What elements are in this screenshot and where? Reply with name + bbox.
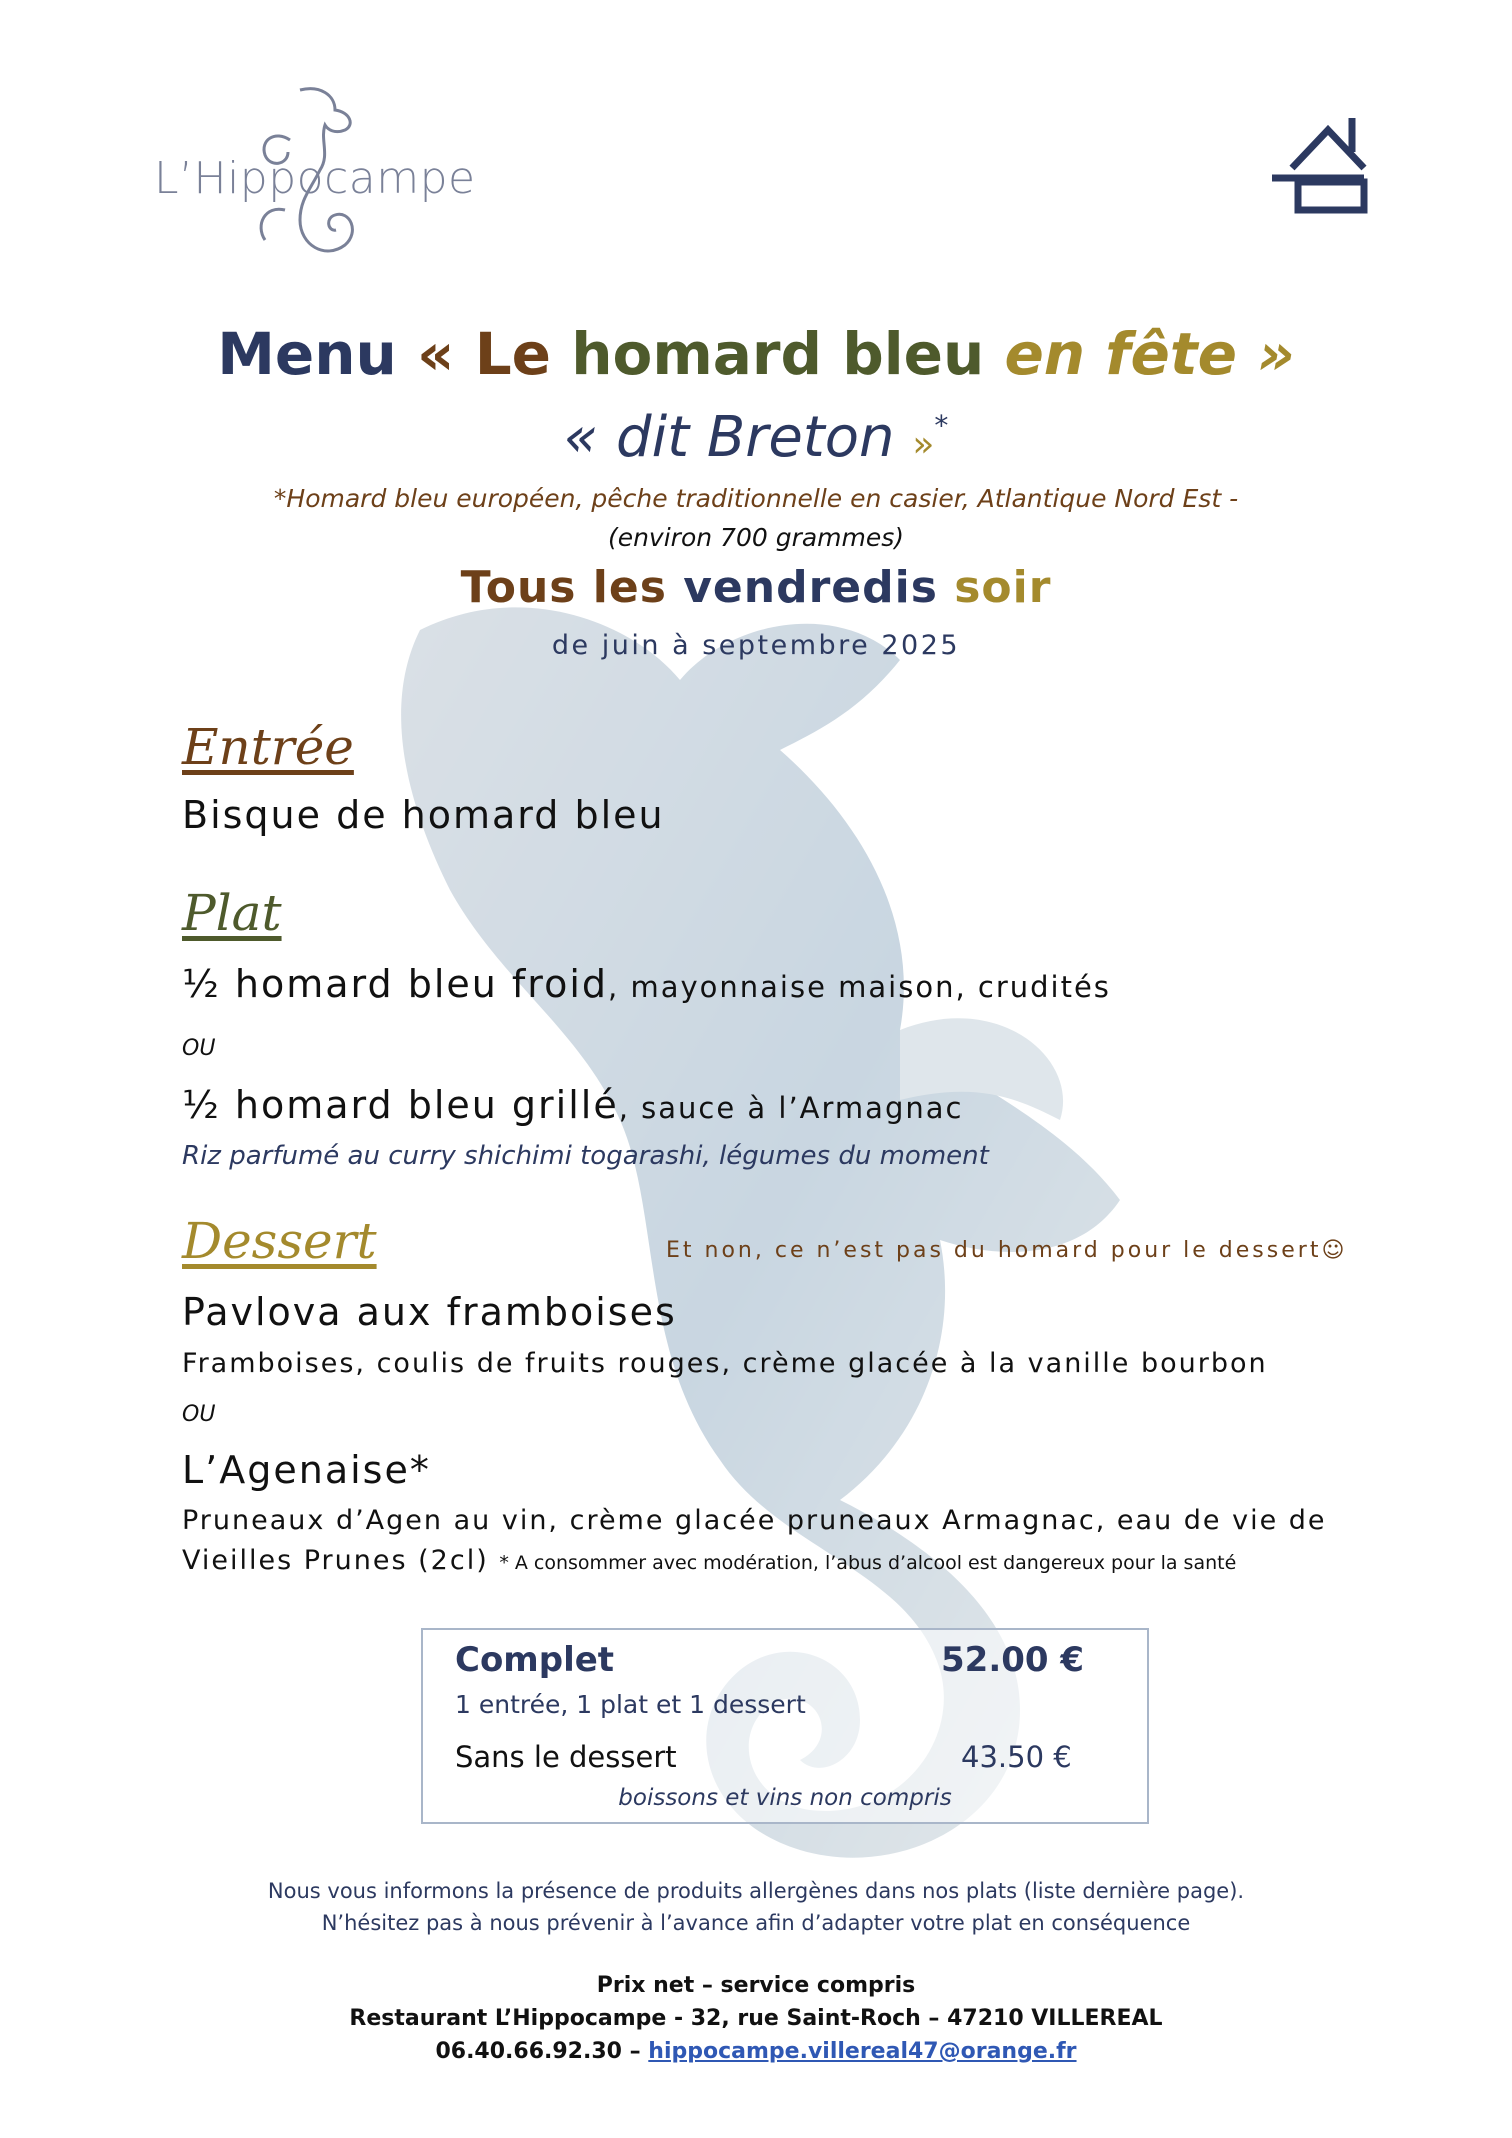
footer-prix: Prix net – service compris	[596, 1973, 916, 1998]
house-logo-icon	[1256, 96, 1386, 226]
logo-text: L’Hippocampe	[154, 153, 476, 204]
sans-dessert-price: 43.50 €	[961, 1740, 1072, 1774]
weight-note: (environ 700 grammes)	[607, 523, 905, 552]
drinks-note: boissons et vins non compris	[618, 1785, 952, 1811]
footer-contact: 06.40.66.92.30 – hippocampe.villereal47@orange.fr	[435, 2039, 1077, 2064]
price-box	[421, 1628, 1149, 1824]
sans-dessert-label: Sans le dessert	[455, 1740, 677, 1774]
plat-dish-2: ½ homard bleu grillé, sauce à l’Armagnac	[182, 1083, 964, 1127]
complet-label: Complet	[455, 1640, 615, 1680]
allergen-notice-1: Nous vous informons la présence de produits allergènes dans nos plats (liste dernière page).	[267, 1879, 1245, 1903]
entree-dish: Bisque de homard bleu	[182, 793, 665, 837]
alcohol-warning: * A consommer avec modération, l’abus d’alcool est dangereux pour la santé	[499, 1552, 1237, 1574]
dessert-2-desc-line1: Pruneaux d’Agen au vin, crème glacée pruneaux Armagnac, eau de vie de	[182, 1505, 1327, 1536]
section-heading-plat: Plat	[182, 884, 282, 942]
complet-detail: 1 entrée, 1 plat et 1 dessert	[455, 1690, 806, 1719]
dessert-2-name: L’Agenaise*	[182, 1448, 431, 1492]
dessert-2-desc-line2: Vieilles Prunes (2cl) * A consommer avec modération, l’abus d’alcool est dangereux pour la santé	[182, 1545, 1237, 1576]
section-heading-dessert: Dessert	[182, 1212, 377, 1270]
dessert-or-label: OU	[182, 1402, 216, 1427]
footer-address: Restaurant L’Hippocampe - 32, rue Saint-Roch – 47210 VILLEREAL	[349, 2006, 1163, 2031]
email-link[interactable]: hippocampe.villereal47@orange.fr	[648, 2039, 1077, 2064]
schedule-dates: de juin à septembre 2025	[551, 630, 961, 661]
dessert-1-desc: Framboises, coulis de fruits rouges, crème glacée à la vanille bourbon	[182, 1348, 1268, 1379]
menu-subtitle: « dit Breton »*	[563, 405, 949, 470]
menu-title: Menu « Le homard bleu en fête »	[217, 320, 1295, 388]
plat-or-label: OU	[182, 1036, 216, 1061]
dessert-tagline: Et non, ce n’est pas du homard pour le dessert☺	[666, 1238, 1348, 1263]
dessert-1-name: Pavlova aux framboises	[182, 1290, 677, 1334]
allergen-notice-2: N’hésitez pas à nous prévenir à l’avance afin d’adapter votre plat en conséquence	[321, 1911, 1191, 1935]
plat-dish-1: ½ homard bleu froid, mayonnaise maison, crudités	[182, 962, 1111, 1006]
plat-side: Riz parfumé au curry shichimi togarashi, légumes du moment	[182, 1141, 989, 1171]
complet-price: 52.00 €	[941, 1640, 1085, 1680]
schedule-days: Tous les vendredis soir	[460, 562, 1052, 613]
origin-note: *Homard bleu européen, pêche traditionnelle en casier, Atlantique Nord Est -	[273, 484, 1239, 513]
section-heading-entree: Entrée	[182, 718, 354, 776]
